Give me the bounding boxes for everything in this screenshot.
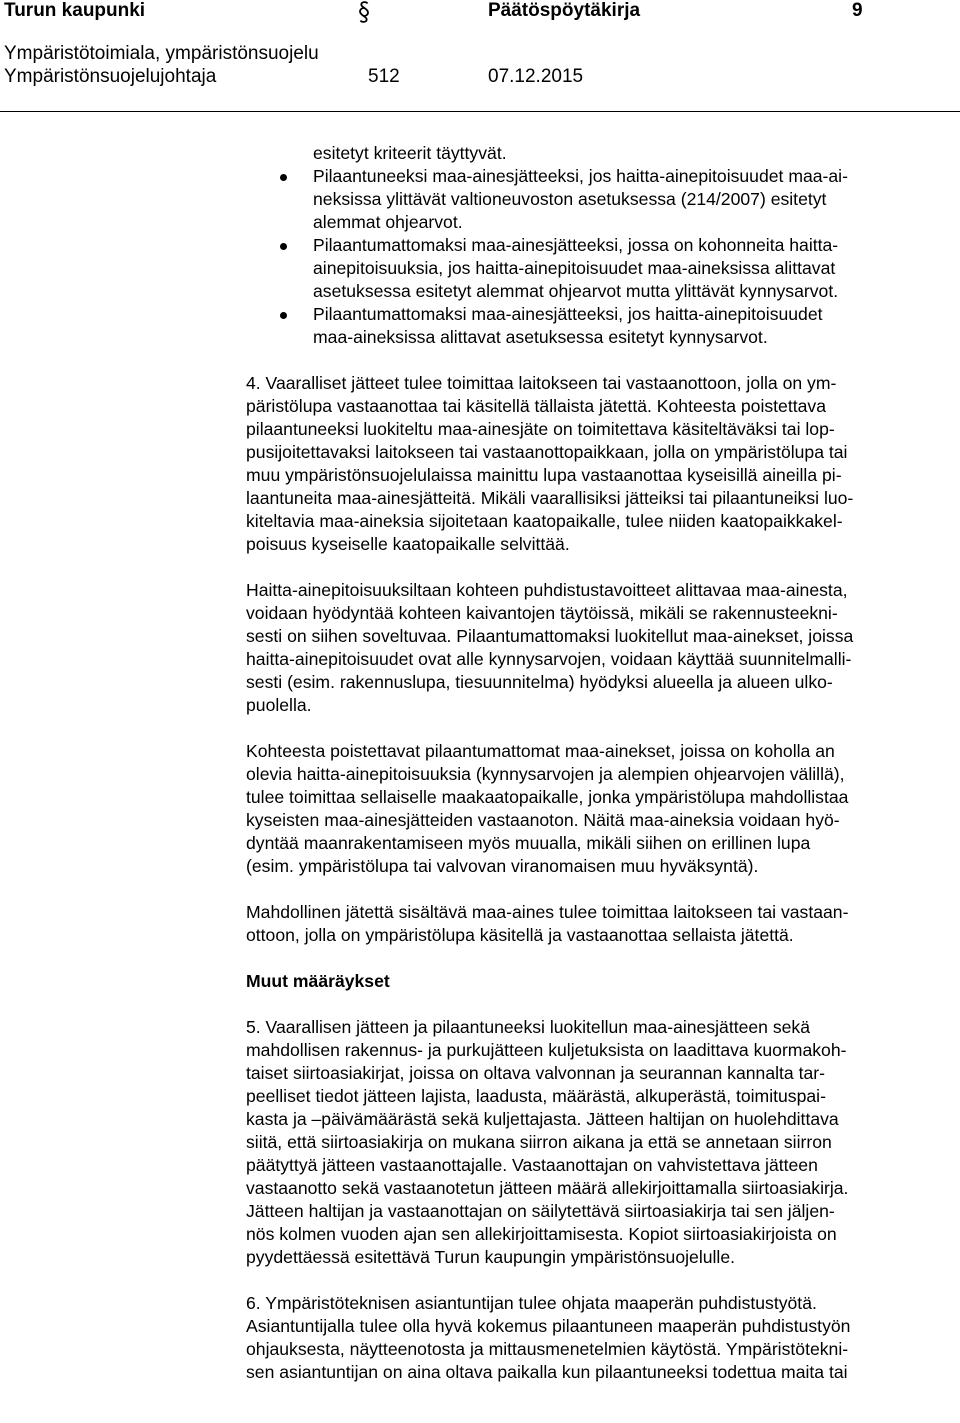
text-line: ottoon, jolla on ympäristölupa käsitellä ja vastaanottaa sellaista jätettä. xyxy=(246,925,794,945)
text-line: haitta-ainepitoisuudet ovat alle kynnysarvojen, voidaan käyttää suunnitelmalli- xyxy=(246,649,852,669)
text-line: Pilaantuneeksi maa-ainesjätteeksi, jos haitta-ainepitoisuudet maa-ai- xyxy=(313,166,848,186)
text-line: asetuksessa esitetyt alemmat ohjearvot mutta ylittävät kynnysarvot. xyxy=(313,281,839,301)
text-line: sesti (esim. rakennuslupa, tiesuunnitelma) hyödyksi alueella ja alueen ulko- xyxy=(246,672,833,692)
text-line: Asiantuntijalla tulee olla hyvä kokemus pilaantuneen maaperän puhdistustyön xyxy=(246,1316,851,1336)
page-number: 9 xyxy=(852,0,863,21)
document-type: Päätöspöytäkirja xyxy=(488,0,641,21)
bullet-icon xyxy=(280,243,287,250)
organization-name: Turun kaupunki xyxy=(4,0,146,21)
text-line: neksissa ylittävät valtioneuvoston asetuksessa (214/2007) esitetyt xyxy=(313,189,827,209)
text-line: (esim. ympäristölupa tai valvovan viranomaisen muu hyväksyntä). xyxy=(246,856,759,876)
section-heading: Muut määräykset xyxy=(246,971,390,991)
text-line: kiteltavia maa-aineksia sijoitetaan kaatopaikalle, tulee niiden kaatopaikkakel- xyxy=(246,511,843,531)
text-line: ohjauksesta, näytteenotosta ja mittausmenetelmien käytöstä. Ympäristötekni- xyxy=(246,1339,849,1359)
text-line: Haitta-ainepitoisuuksiltaan kohteen puhdistustavoitteet alittavaa maa-ainesta, xyxy=(246,580,848,600)
text-line: vastaanotto sekä vastaanotetun jätteen määrä allekirjoittamalla siirtoasiakirja. xyxy=(246,1178,849,1198)
text-line: kasta ja –päivämäärästä sekä kuljettajasta. Jätteen haltijan on huolehdittava xyxy=(246,1109,839,1129)
text-line: ainepitoisuuksia, jos haitta-ainepitoisuudet maa-aineksissa alittavat xyxy=(313,258,836,278)
text-line: mahdollisen rakennus- ja purkujätteen kuljetuksista on laadittava kuormakoh- xyxy=(246,1040,847,1060)
text-line: kyseisten maa-ainesjätteiden vastaanoton. Näitä maa-aineksia voidaan hyö- xyxy=(246,810,840,830)
text-line: päätyttyä jätteen vastaanottajalle. Vastaanottajan on vahvistettava jätteen xyxy=(246,1155,818,1175)
text-line: muu ympäristönsuojelulaissa mainittu lupa vastaanottaa kyseisillä aineilla pi- xyxy=(246,465,842,485)
section-sign-icon xyxy=(357,0,371,24)
text-line: sen asiantuntijan on aina oltava paikalla kun pilaantuneeksi todettua maita tai xyxy=(246,1362,848,1382)
text-line: Kohteesta poistettavat pilaantumattomat maa-ainekset, joissa on koholla an xyxy=(246,741,835,761)
text-line: esitetyt kriteerit täyttyvät. xyxy=(313,143,507,163)
header-divider xyxy=(0,111,960,112)
bullet-icon xyxy=(280,174,287,181)
text-line: peelliset tiedot jätteen lajista, laadusta, määrästä, alkuperästä, toimituspai- xyxy=(246,1086,826,1106)
department-name: Ympäristötoimiala, ympäristönsuojelu xyxy=(4,43,319,64)
text-line: päristölupa vastaanottaa tai käsitellä tällaista jätettä. Kohteesta poistettava xyxy=(246,396,826,416)
text-line: voidaan hyödyntää kohteen kaivantojen täytöissä, mikäli se rakennusteekni- xyxy=(246,603,838,623)
text-line: tulee toimittaa sellaiselle maakaatopaikalle, jonka ympäristölupa mahdollistaa xyxy=(246,787,849,807)
text-line: maa-aineksissa alittavat asetuksessa esitetyt kynnysarvot. xyxy=(313,327,768,347)
text-line: Jätteen haltijan ja vastaanottajan on säilytettävä siirtoasiakirja tai sen jäljen- xyxy=(246,1201,835,1221)
text-line: siitä, että siirtoasiakirja on mukana siirron aikana ja että se annetaan siirron xyxy=(246,1132,832,1152)
text-line: Pilaantumattomaksi maa-ainesjätteeksi, jos haitta-ainepitoisuudet xyxy=(313,304,823,324)
text-line: puolella. xyxy=(246,695,312,715)
text-line: poisuus kyseiselle kaatopaikalle selvittää. xyxy=(246,534,570,554)
text-line: Pilaantumattomaksi maa-ainesjätteeksi, jossa on kohonneita haitta- xyxy=(313,235,839,255)
text-line: alemmat ohjearvot. xyxy=(313,212,463,232)
text-line: 6. Ympäristöteknisen asiantuntijan tulee ohjata maaperän puhdistustyötä. xyxy=(246,1293,817,1313)
text-line: sesti on siihen soveltuvaa. Pilaantumattomaksi luokitellut maa-ainekset, joissa xyxy=(246,626,854,646)
text-line: Mahdollinen jätettä sisältävä maa-aines tulee toimittaa laitokseen tai vastaan- xyxy=(246,902,849,922)
text-line: laantuneita maa-ainesjätteitä. Mikäli vaarallisiksi jätteiksi tai pilaantuneiksi luo- xyxy=(246,488,854,508)
decision-date: 07.12.2015 xyxy=(488,66,584,87)
official-title: Ympäristönsuojelujohtaja xyxy=(4,66,217,87)
text-line: nös kolmen vuoden ajan sen allekirjoittamisesta. Kopiot siirtoasiakirjoista on xyxy=(246,1224,837,1244)
text-line: olevia haitta-ainepitoisuuksia (kynnysarvojen ja alempien ohjearvojen välillä), xyxy=(246,764,845,784)
text-line: dyntää maanrakentamiseen myös muualla, mikäli siihen on erillinen lupa xyxy=(246,833,811,853)
decision-number: 512 xyxy=(368,66,400,87)
text-line: 5. Vaarallisen jätteen ja pilaantuneeksi luokitellun maa-ainesjätteen sekä xyxy=(246,1017,811,1037)
text-line: pusijoitettavaksi laitokseen tai vastaanottopaikkaan, jolla on ympäristölupa tai xyxy=(246,442,848,462)
bullet-icon xyxy=(280,312,287,319)
text-line: pyydettäessä esitettävä Turun kaupungin ympäristönsuojelulle. xyxy=(246,1247,736,1267)
text-line: 4. Vaaralliset jätteet tulee toimittaa laitokseen tai vastaanottoon, jolla on ym- xyxy=(246,373,837,393)
text-line: taiset siirtoasiakirjat, joissa on oltava valvonnan ja seurannan kannalta tar- xyxy=(246,1063,825,1083)
text-line: pilaantuneeksi luokiteltu maa-ainesjäte on toimitettava käsiteltäväksi tai lop- xyxy=(246,419,835,439)
